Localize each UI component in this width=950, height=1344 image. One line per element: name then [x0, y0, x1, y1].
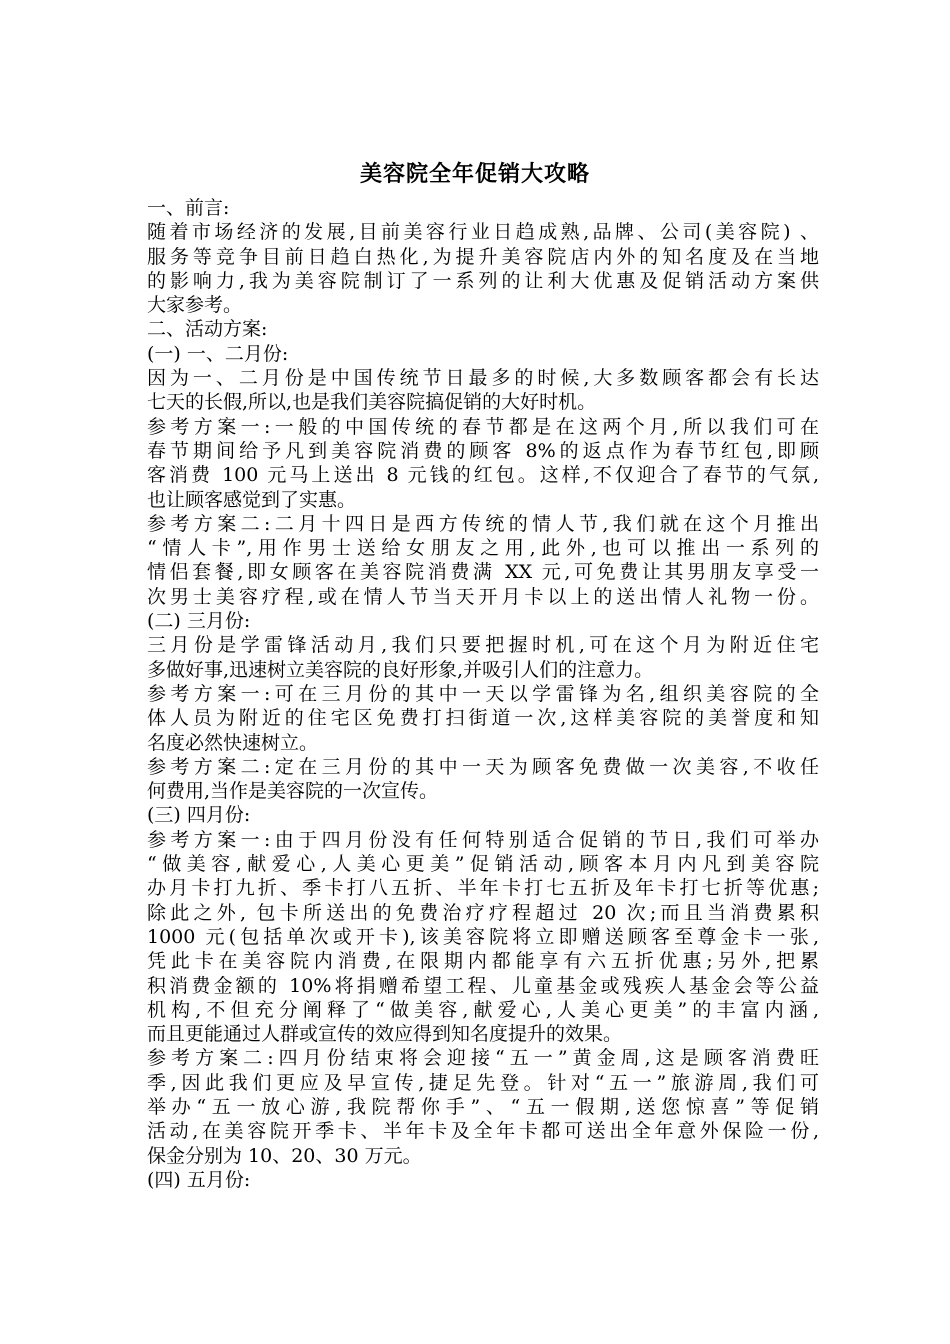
document-title: 美容院全年促销大攻略: [359, 161, 590, 187]
text-line: 情侣套餐,即女顾客在美容院消费满 XX 元,可免费让其男朋友享受一: [147, 561, 819, 584]
text-line: 参考方案一:由于四月份没有任何特别适合促销的节日,我们可举办: [147, 828, 819, 851]
text-line: 参考方案一:可在三月份的其中一天以学雷锋为名,组织美容院的全: [147, 682, 819, 705]
text-line: 七天的长假,所以,也是我们美容院搞促销的大好时机。: [147, 391, 597, 414]
text-line: 体人员为附近的住宅区免费打扫街道一次,这样美容院的美誉度和知: [147, 707, 819, 730]
text-line: 1000 元(包括单次或开卡),该美容院将立即赠送顾客至尊金卡一张,: [147, 925, 819, 948]
text-line: 大家参考。: [147, 294, 243, 317]
text-line: 何费用,当作是美容院的一次宣传。: [147, 780, 439, 803]
text-line: 保金分别为 10、20、30 万元。: [147, 1144, 422, 1167]
text-line: 积消费金额的 10%将捐赠希望工程、儿童基金或残疾人基金会等公益: [147, 974, 819, 997]
text-line: 客消费 100 元马上送出 8 元钱的红包。这样,不仅迎合了春节的气氛,: [147, 464, 819, 487]
text-line: 二、活动方案:: [147, 318, 268, 341]
text-line: 除此之外, 包卡所送出的免费治疗疗程超过 20 次;而且当消费累积: [147, 901, 819, 924]
text-line: 季,因此我们更应及早宣传,捷足先登。针对“五一”旅游周,我们可: [147, 1071, 819, 1094]
text-line: 参考方案二:二月十四日是西方传统的情人节,我们就在这个月推出: [147, 512, 819, 535]
text-line: (一) 一、二月份:: [147, 342, 289, 365]
text-line: 参考方案一:一般的中国传统的春节都是在这两个月,所以我们可在: [147, 415, 819, 438]
text-line: 随着市场经济的发展,目前美容行业日趋成熟,品牌、公司(美容院) 、: [147, 221, 819, 244]
text-line: “做美容,献爱心,人美心更美”促销活动,顾客本月内凡到美容院: [147, 853, 819, 876]
text-line: 办月卡打九折、季卡打八五折、半年卡打七五折及年卡打七折等优惠;: [147, 877, 819, 900]
text-line: 活动,在美容院开季卡、半年卡及全年卡都可送出全年意外保险一份,: [147, 1120, 819, 1143]
text-line: 的影响力,我为美容院制订了一系列的让利大优惠及促销活动方案供: [147, 269, 819, 292]
text-line: 参考方案二:四月份结束将会迎接“五一”黄金周,这是顾客消费旺: [147, 1047, 819, 1070]
text-line: (三) 四月份:: [147, 804, 251, 827]
text-line: 次男士美容疗程,或在情人节当天开月卡以上的送出情人礼物一份。: [147, 585, 819, 608]
text-line: 多做好事,迅速树立美容院的良好形象,并吸引人们的注意力。: [147, 658, 654, 681]
text-line: 也让顾客感觉到了实惠。: [147, 488, 357, 511]
text-line: 而且更能通过人群或宣传的效应得到知名度提升的效果。: [147, 1023, 623, 1046]
text-line: 参考方案二:定在三月份的其中一天为顾客免费做一次美容,不收任: [147, 755, 819, 778]
text-line: 一、前言:: [147, 197, 230, 219]
text-line: 服务等竞争目前日趋白热化,为提升美容院店内外的知名度及在当地: [147, 245, 819, 268]
text-line: (四) 五月份:: [147, 1168, 251, 1191]
text-line: 三月份是学雷锋活动月,我们只要把握时机,可在这个月为附近住宅: [147, 634, 819, 657]
document-body: [147, 196, 819, 1192]
text-line: 凭此卡在美容院内消费,在限期内都能享有六五折优惠;另外,把累: [147, 950, 819, 973]
text-line: (二) 三月份:: [147, 610, 251, 633]
text-line: 因为一、二月份是中国传统节日最多的时候,大多数顾客都会有长达: [147, 367, 819, 390]
text-line: 春节期间给予凡到美容院消费的顾客 8%的返点作为春节红包,即顾: [147, 439, 819, 462]
text-line: 名度必然快速树立。: [147, 731, 319, 754]
text-line: “情人卡”,用作男士送给女朋友之用,此外,也可以推出一系列的: [147, 537, 819, 560]
text-line: 机构,不但充分阐释了“做美容,献爱心,人美心更美”的丰富内涵,: [147, 998, 819, 1021]
text-line: 举办“五一放心游,我院帮你手”、“五一假期,送您惊喜”等促销: [147, 1095, 819, 1118]
